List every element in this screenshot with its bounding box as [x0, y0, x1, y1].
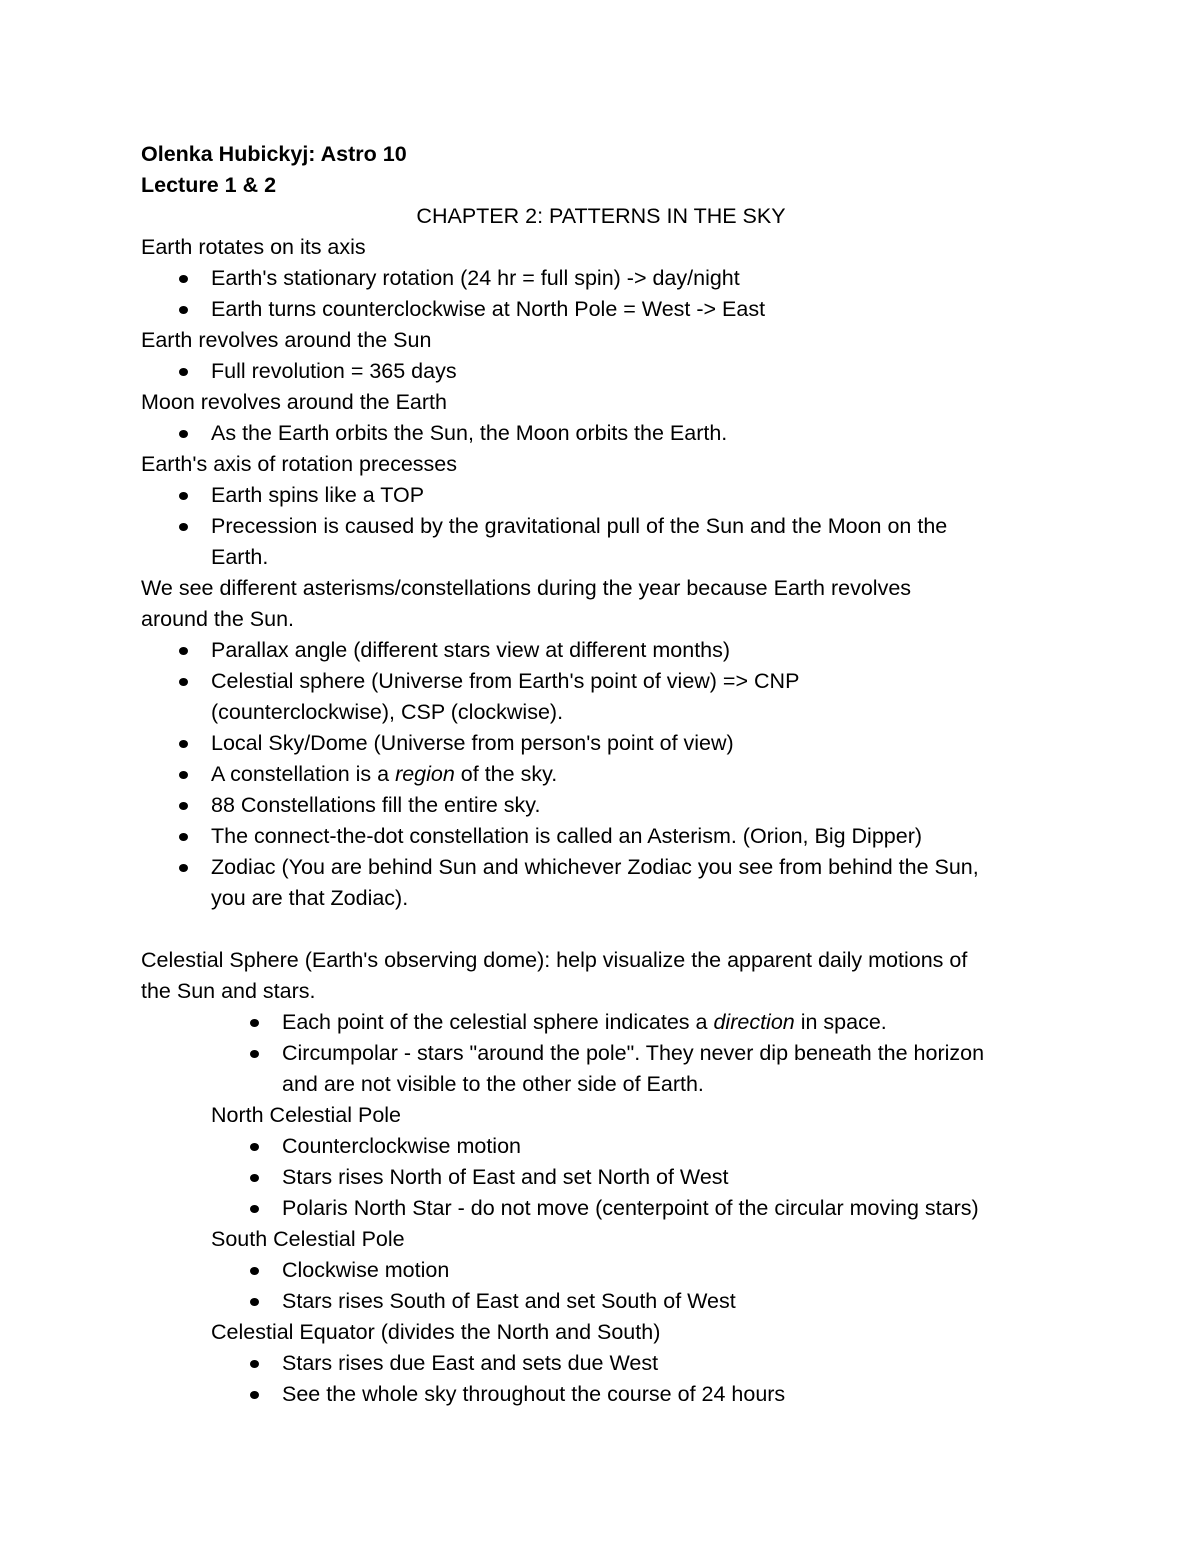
list-item: Local Sky/Dome (Universe from person's point of view)	[141, 728, 1061, 759]
bullet-icon	[250, 1050, 259, 1058]
list-item: As the Earth orbits the Sun, the Moon orbits the Earth.	[141, 418, 1061, 449]
bullet-icon	[179, 647, 188, 655]
list-item-continuation: and are not visible to the other side of Earth.	[282, 1072, 704, 1096]
blank-line	[141, 914, 1061, 945]
section-heading: Moon revolves around the Earth	[141, 390, 447, 414]
bullet-icon	[179, 864, 188, 872]
bullet-icon	[250, 1143, 259, 1151]
list-item: A constellation is a region of the sky.	[141, 759, 1061, 790]
list-item-continuation: you are that Zodiac).	[211, 886, 409, 910]
bullet-icon	[179, 678, 188, 686]
list-item: Polaris North Star - do not move (centerpoint of the circular moving stars)	[141, 1193, 1061, 1224]
subsection-heading: South Celestial Pole	[211, 1227, 405, 1251]
list-item-continuation: (counterclockwise), CSP (clockwise).	[211, 700, 564, 724]
list-item: Stars rises South of East and set South of West	[141, 1286, 1061, 1317]
list-item: Earth's stationary rotation (24 hr = full spin) -> day/night	[141, 263, 1061, 294]
list-item: Counterclockwise motion	[141, 1131, 1061, 1162]
bullet-icon	[179, 430, 188, 438]
author-line: Olenka Hubickyj: Astro 10	[141, 142, 407, 166]
subsection-heading: Celestial Equator (divides the North and South)	[211, 1320, 661, 1344]
section-heading: We see different asterisms/constellations during the year because Earth revolves	[141, 576, 912, 600]
bullet-icon	[179, 275, 188, 283]
list-item: See the whole sky throughout the course of 24 hours	[141, 1379, 1061, 1410]
section-heading: Celestial Sphere (Earth's observing dome): help visualize the apparent daily motions of	[141, 948, 968, 972]
bullet-icon	[179, 368, 188, 376]
bullet-icon	[250, 1019, 259, 1027]
bullet-icon	[250, 1174, 259, 1182]
bullet-icon	[179, 492, 188, 500]
list-item: Earth spins like a TOP	[141, 480, 1061, 511]
list-item: Each point of the celestial sphere indicates a direction in space.	[141, 1007, 1061, 1038]
bullet-icon	[179, 306, 188, 314]
chapter-title: CHAPTER 2: PATTERNS IN THE SKY	[416, 204, 786, 228]
list-item: Full revolution = 365 days	[141, 356, 1061, 387]
bullet-icon	[179, 523, 188, 531]
list-item: Zodiac (You are behind Sun and whichever Zodiac you see from behind the Sun,	[141, 852, 1061, 883]
list-item-continuation: Earth.	[211, 545, 269, 569]
section-heading-continuation: the Sun and stars.	[141, 979, 316, 1003]
list-item: Circumpolar - stars "around the pole". They never dip beneath the horizon	[141, 1038, 1061, 1069]
lecture-line: Lecture 1 & 2	[141, 173, 277, 197]
list-item: 88 Constellations fill the entire sky.	[141, 790, 1061, 821]
bullet-icon	[250, 1205, 259, 1213]
section-heading: Earth revolves around the Sun	[141, 328, 432, 352]
bullet-icon	[250, 1360, 259, 1368]
bullet-icon	[179, 740, 188, 748]
bullet-icon	[250, 1391, 259, 1399]
list-item: Precession is caused by the gravitational pull of the Sun and the Moon on the	[141, 511, 1061, 542]
section-heading: Earth rotates on its axis	[141, 235, 366, 259]
bullet-icon	[179, 833, 188, 841]
list-item: Earth turns counterclockwise at North Pole = West -> East	[141, 294, 1061, 325]
document-page	[141, 139, 1061, 1410]
list-item: Parallax angle (different stars view at different months)	[141, 635, 1061, 666]
section-heading-continuation: around the Sun.	[141, 607, 295, 631]
list-item: Clockwise motion	[141, 1255, 1061, 1286]
list-item: Celestial sphere (Universe from Earth's point of view) => CNP	[141, 666, 1061, 697]
bullet-icon	[250, 1267, 259, 1275]
bullet-icon	[250, 1298, 259, 1306]
bullet-icon	[179, 771, 188, 779]
subsection-heading: North Celestial Pole	[211, 1103, 402, 1127]
list-item: Stars rises North of East and set North of West	[141, 1162, 1061, 1193]
list-item: Stars rises due East and sets due West	[141, 1348, 1061, 1379]
section-heading: Earth's axis of rotation precesses	[141, 452, 458, 476]
bullet-icon	[179, 802, 188, 810]
list-item: The connect-the-dot constellation is called an Asterism. (Orion, Big Dipper)	[141, 821, 1061, 852]
